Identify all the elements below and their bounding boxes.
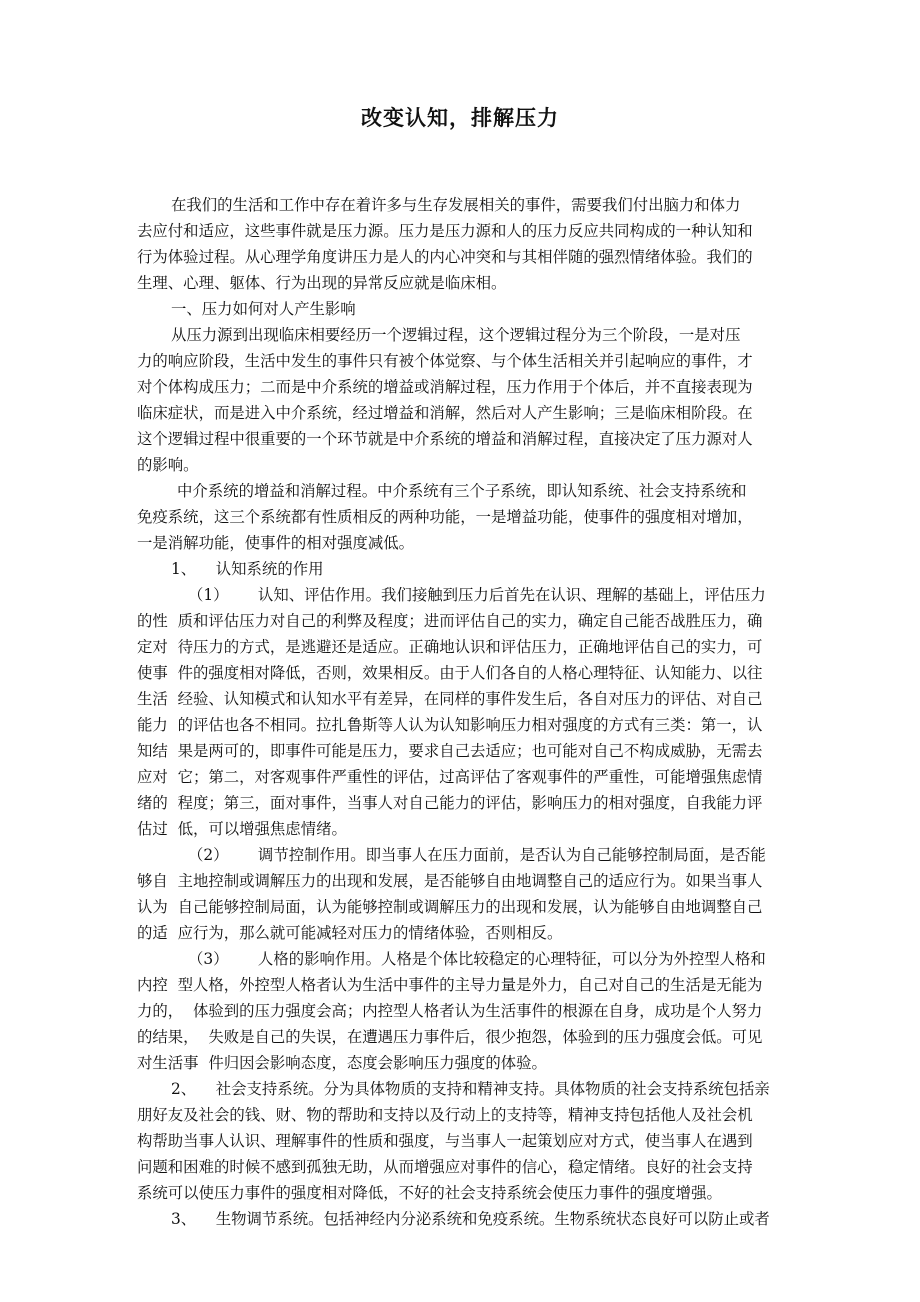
paragraph-line: 的适 应行为，那么就可能减轻对压力的情绪体验，否则相反。 [137,924,563,942]
paragraph-line: 绪的 程度；第三，面对事件，当事人对自己能力的评估，影响压力的相对强度，自我能力评 [137,794,763,812]
paragraph-line: 在我们的生活和工作中存在着许多与生存发展相关的事件，需要我们付出脑力和体力 [171,196,741,214]
paragraph-line: 免疫系统，这三个系统都有性质相反的两种功能，一是增益功能，使事件的强度相对增加， [137,508,753,526]
paragraph-line: 一是消解功能，使事件的相对强度减低。 [137,534,415,552]
paragraph-line: 一、压力如何对人产生影响 [171,300,356,318]
paragraph-line: 中介系统的增益和消解过程。中介系统有三个子系统，即认知系统、社会支持系统和 [177,482,747,500]
paragraph-line: 定对 待压力的方式，是逃避还是适应。正确地认识和评估压力，正确地评估自己的实力，可 [137,638,763,656]
paragraph-line: 1、 认知系统的作用 [171,560,324,578]
paragraph-line: 认为 自己能够控制局面，认为能够控制或调解压力的出现和发展，认为能够自由地调整自己 [137,898,763,916]
paragraph-line: 对生活事 件归因会影响态度，态度会影响压力强度的体验。 [137,1054,547,1072]
paragraph-line: （2） 调节控制作用。即当事人在压力面前，是否认为自己能够控制局面，是否能 [188,846,766,864]
paragraph-line: 去应付和适应，这些事件就是压力源。压力是压力源和人的压力反应共同构成的一种认知和 [137,222,753,240]
paragraph-line: 的影响。 [137,456,199,474]
paragraph-line: 2、 社会支持系统。分为具体物质的支持和精神支持。具体物质的社会支持系统包括亲 [171,1080,770,1098]
document-title: 改变认知，排解压力 [361,105,559,130]
paragraph-line: 系统可以使压力事件的强度相对降低，不好的社会支持系统会使压力事件的强度增强。 [137,1184,722,1202]
paragraph-line: 知结 果是两可的，即事件可能是压力，要求自己去适应；也可能对自己不构成威胁，无需去 [137,742,763,760]
paragraph-line: 生理、心理、躯体、行为出现的异常反应就是临床相。 [137,274,507,292]
paragraph-line: 从压力源到出现临床相要经历一个逻辑过程，这个逻辑过程分为三个阶段，一是对压 [171,326,741,344]
paragraph-line: 够自 主地控制或调解压力的出现和发展，是否能够自由地调整自己的适应行为。如果当事人 [137,872,763,890]
paragraph-line: 能力 的评估也各不相同。拉扎鲁斯等人认为认知影响压力相对强度的方式有三类：第一，认 [137,716,763,734]
paragraph-line: （3） 人格的影响作用。人格是个体比较稳定的心理特征，可以分为外控型人格和 [188,950,766,968]
paragraph-line: 力的响应阶段，生活中发生的事件只有被个体觉察、与个体生活相关并引起响应的事件，才 [137,352,753,370]
paragraph-line: 3、 生物调节系统。包括神经内分泌系统和免疫系统。生物系统状态良好可以防止或者 [171,1210,770,1228]
paragraph-line: 对个体构成压力；二而是中介系统的增益或消解过程，压力作用于个体后，并不直接表现为 [137,378,753,396]
paragraph-line: 临床症状，而是进入中介系统，经过增益和消解，然后对人产生影响；三是临床相阶段。在 [137,404,753,422]
paragraph-line: 问题和困难的时候不感到孤独无助，从而增强应对事件的信心，稳定情绪。良好的社会支持 [137,1158,753,1176]
paragraph-line: 内控 型人格，外控型人格者认为生活中事件的主导力量是外力，自己对自己的生活是无能为 [137,976,763,994]
paragraph-line: 使事 件的强度相对降低，否则，效果相反。由于人们各自的人格心理特征、认知能力、以往 [137,664,763,682]
paragraph-line: 构帮助当事人认识、理解事件的性质和强度，与当事人一起策划应对方式，使当事人在遇到 [137,1132,753,1150]
paragraph-line: 力的， 体验到的压力强度会高；内控型人格者认为生活事件的根源在自身，成功是个人努力 [137,1002,763,1020]
paragraph-line: 这个逻辑过程中很重要的一个环节就是中介系统的增益和消解过程，直接决定了压力源对人 [137,430,753,448]
paragraph-line: 估过 低，可以增强焦虑情绪。 [137,820,347,838]
paragraph-line: 生活 经验、认知模式和认知水平有差异，在同样的事件发生后，各自对压力的评估、对自己 [137,690,763,708]
paragraph-line: 的结果， 失败是自己的失误，在遭遇压力事件后，很少抱怨，体验到的压力强度会低。可见 [137,1028,763,1046]
paragraph-line: 的性 质和评估压力对自己的利弊及程度；进而评估自己的实力，确定自己能否战胜压力，确 [137,612,763,630]
paragraph-line: 朋好友及社会的钱、财、物的帮助和支持以及行动上的支持等，精神支持包括他人及社会机 [137,1106,753,1124]
paragraph-line: 应对 它；第二，对客观事件严重性的评估，过高评估了客观事件的严重性，可能增强焦虑情 [137,768,763,786]
paragraph-line: （1） 认知、评估作用。我们接触到压力后首先在认识、理解的基础上，评估压力 [188,586,766,604]
paragraph-line: 行为体验过程。从心理学角度讲压力是人的内心冲突和与其相伴随的强烈情绪体验。我们的 [137,248,753,266]
